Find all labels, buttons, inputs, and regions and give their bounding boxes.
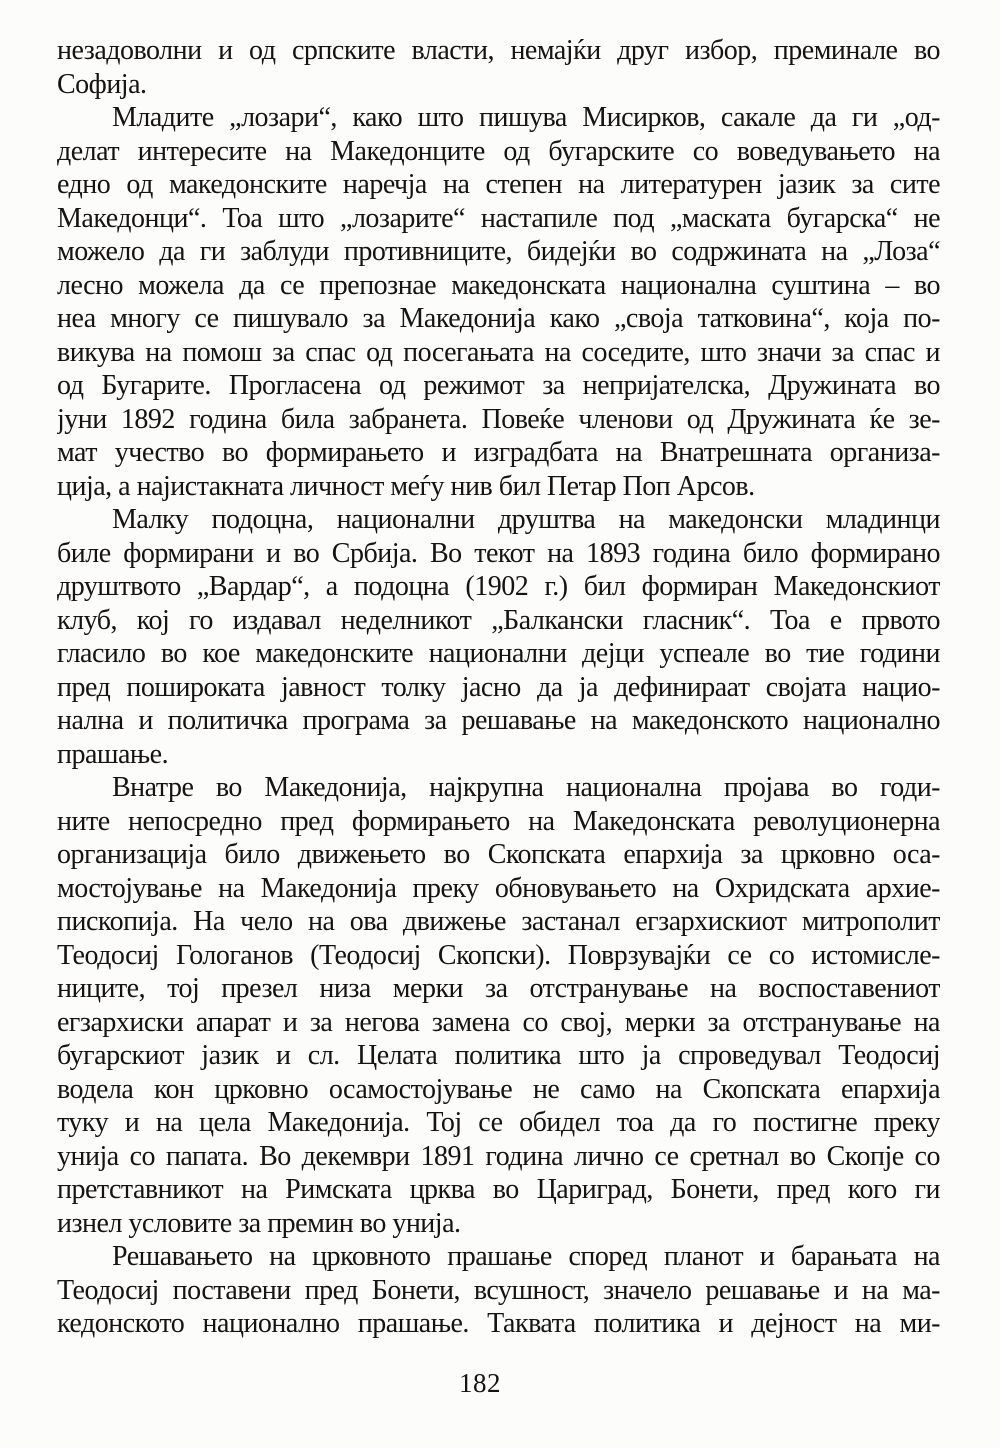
text-line: мостојување на Македонија преку обновувањето на Охридската архие-	[57, 872, 940, 904]
text-line: Внатре во Македонија, најкрупна национална пројава во годи-	[112, 772, 940, 803]
text-line: Теодосиј поставени пред Бонети, всушност, значело решавање и на ма-	[57, 1274, 940, 1306]
text-line: од Бугарите. Прогласена од режимот за непријателска, Дружината во	[57, 370, 940, 401]
text-line: Младите „лозари“, како што пишува Мисирков, сакале да ги „од-	[112, 102, 940, 133]
text-line: туку и на цела Македонија. Тој се обидел тоа да го постигне преку	[57, 1107, 940, 1138]
text-block	[57, 34, 940, 1341]
text-line: егзархиски апарат и за негова замена со свој, мерки за отстранување на	[57, 1006, 940, 1038]
text-line: изнел условите за премин во унија.	[57, 1207, 461, 1239]
text-line: друштвото „Вардар“, а подоцна (1902 г.) бил формиран Македонскиот	[57, 571, 940, 602]
text-line: биле формирани и во Србија. Во текот на 1893 година било формирано	[57, 537, 940, 569]
text-line: кедонското национално прашање. Таквата политика и дејност на ми-	[57, 1308, 940, 1339]
text-line: викува на помош за спас од посегањата на соседите, што значи за спас и	[57, 336, 940, 368]
text-line: Малку подоцна, национални друштва на македонски младинци	[112, 504, 940, 535]
text-line: водела кон црковно осамостојување не само на Скопската епархија	[57, 1073, 940, 1105]
text-line: Македонци“. Тоа што „лозарите“ настапиле под „маската бугарска“ не	[57, 202, 940, 234]
text-line: претставникот на Римската црква во Цариград, Бонети, пред кого ги	[57, 1174, 940, 1205]
text-line: едно од македонските наречја на степен на литературен јазик за сите	[57, 169, 940, 200]
text-line: гласило во кое македонските национални дејци успеале во тие години	[57, 638, 940, 669]
page-number: 182	[459, 1368, 501, 1398]
text-line: организација било движењето во Скопската епархија за црковно оса-	[57, 839, 940, 870]
text-line: ција, а најистакната личност меѓу нив бил Петар Поп Арсов.	[57, 470, 755, 502]
text-line: мат учество во формирањето и изградбата на Внатрешната организа-	[57, 437, 940, 468]
text-line: Софија.	[57, 68, 147, 100]
text-line: ниците, тој презел низа мерки за отстранување на воспоставениот	[57, 973, 940, 1004]
text-line: пред пошироката јавност толку јасно да ја дефинираат својата нацио-	[57, 671, 940, 703]
text-line: ните непосредно пред формирањето на Македонската револуционерна	[57, 805, 940, 837]
text-line: делат интересите на Македонците од бугарските со воведувањето на	[57, 135, 940, 167]
text-line: прашање.	[57, 738, 169, 770]
text-line: незадоволни и од српските власти, немајќи друг избор, преминале во	[57, 35, 940, 66]
text-line: лесно можела да се препознае македонската национална суштина – во	[57, 269, 940, 301]
text-line: нална и политичка програма за решавање на македонското национално	[57, 705, 940, 736]
text-line: Решавањето на црковното прашање според планот и барањата на	[112, 1241, 940, 1272]
text-line: Теодосиј Гологанов (Теодосиј Скопски). Поврзувајќи се со истомисле-	[57, 939, 940, 971]
text-line: можело да ги заблуди противниците, бидејќи во содржината на „Лоза“	[57, 236, 940, 267]
text-line: клуб, кој го издавал неделникот „Балкански гласник“. Тоа е првото	[57, 604, 940, 636]
text-line: јуни 1892 година била забранета. Повеќе членови од Дружината ќе зе-	[57, 403, 940, 435]
text-line: неа многу се пишувало за Македонија како „своја татковина“, која по-	[57, 303, 940, 334]
text-line: пископија. На чело на ова движење застанал егзархискиот митрополит	[57, 906, 940, 937]
text-line: бугарскиот јазик и сл. Целата политика што ја спроведувал Теодосиј	[57, 1040, 940, 1071]
text-line: унија со папата. Во декември 1891 година лично се сретнал во Скопје со	[57, 1140, 940, 1172]
